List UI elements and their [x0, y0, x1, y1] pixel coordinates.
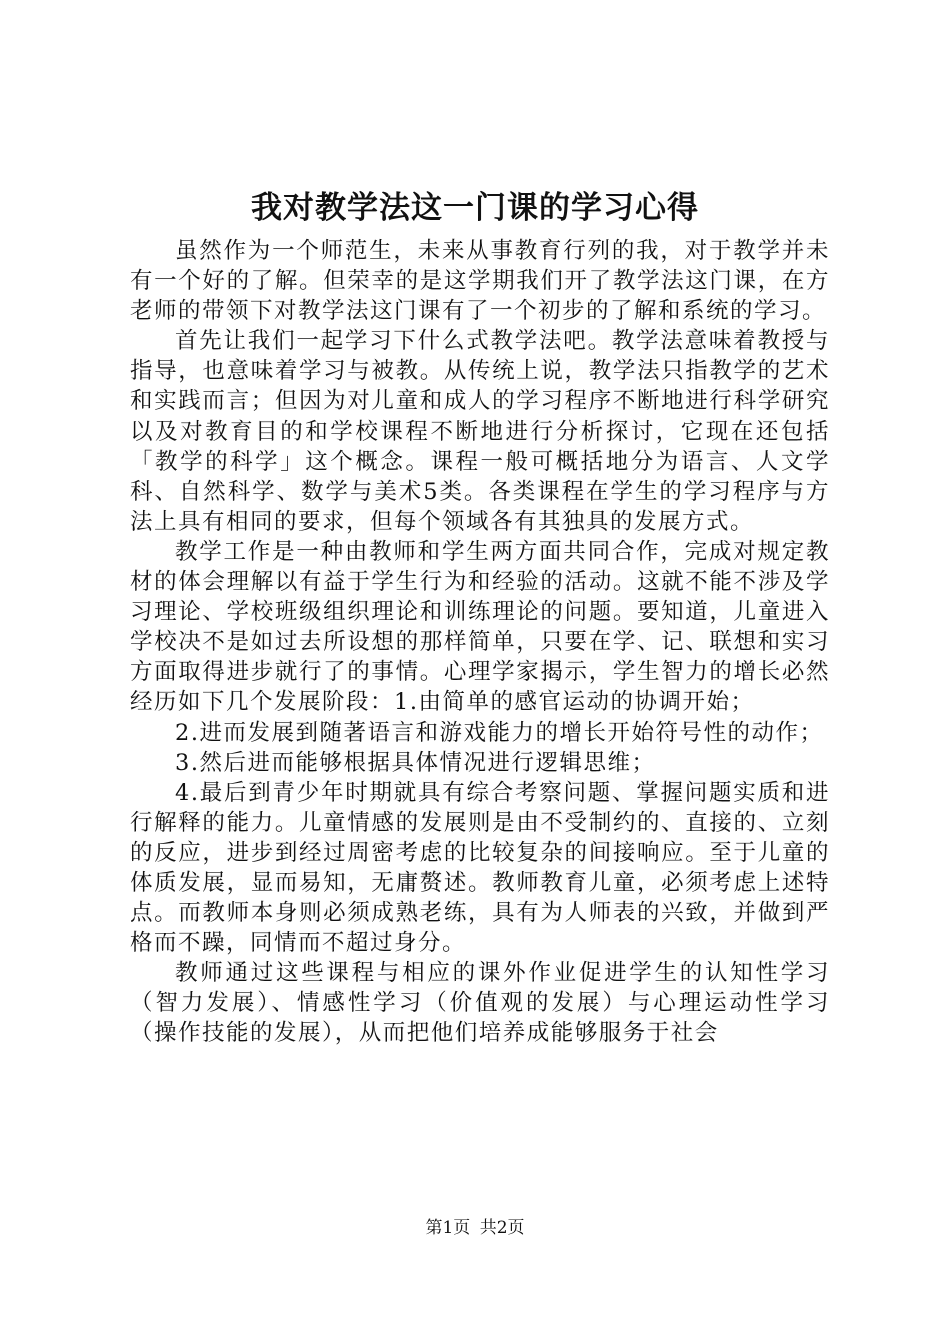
paragraph: 教师通过这些课程与相应的课外作业促进学生的认知性学习（智力发展）、情感性学习（价值观的发展）与心理运动性学习（操作技能的发展），从而把他们培养成能够服务于社会	[130, 960, 830, 1047]
paragraph: 教学工作是一种由教师和学生两方面共同合作，完成对规定教材的体会理解以有益于学生行为和经验的活动。这就不能不涉及学习理论、学校班级组织理论和训练理论的问题。要知道，儿童进入学校决不是如过去所设想的那样简单，只要在学、记、联想和实习方面取得进步就行了的事情。心理学家揭示，学生智力的增长必然经历如下几个发展阶段：1.由简单的感官运动的协调开始；	[130, 538, 830, 716]
paragraph: 2.进而发展到随著语言和游戏能力的增长开始符号性的动作；	[175, 719, 824, 746]
document-title: 我对教学法这一门课的学习心得	[251, 190, 699, 226]
page-footer	[0, 1217, 950, 1239]
paragraph: 4.最后到青少年时期就具有综合考察问题、掌握问题实质和进行解释的能力。儿童情感的发展则是由不受制约的、直接的、立刻的反应，进步到经过周密考虑的比较复杂的间接响应。至于儿童的体质发展，显而易知，无庸赘述。教师教育儿童，必须考虑上述特点。而教师本身则必须成熟老练，具有为人师表的兴致，并做到严格而不躁，同情而不超过身分。	[130, 779, 830, 957]
paragraph: 3.然后进而能够根据具体情况进行逻辑思维；	[175, 749, 656, 776]
page-number: 第1页	[425, 1218, 471, 1238]
paragraph: 虽然作为一个师范生，未来从事教育行列的我，对于教学并未有一个好的了解。但荣幸的是这学期我们开了教学法这门课，在方老师的带领下对教学法这门课有了一个初步的了解和系统的学习。	[130, 238, 830, 325]
paragraph: 首先让我们一起学习下什么式教学法吧。教学法意味着教授与指导，也意味着学习与被教。从传统上说，教学法只指教学的艺术和实践而言；但因为对儿童和成人的学习程序不断地进行科学研究以及对教育目的和学校课程不断地进行分析探讨，它现在还包括「教学的科学」这个概念。课程一般可概括地分为语言、人文学科、自然科学、数学与美术5类。各类课程在学生的学习程序与方法上具有相同的要求，但每个领域各有其独具的发展方式。	[130, 328, 830, 535]
document-body	[130, 236, 830, 1049]
page-total: 共2页	[479, 1218, 525, 1238]
